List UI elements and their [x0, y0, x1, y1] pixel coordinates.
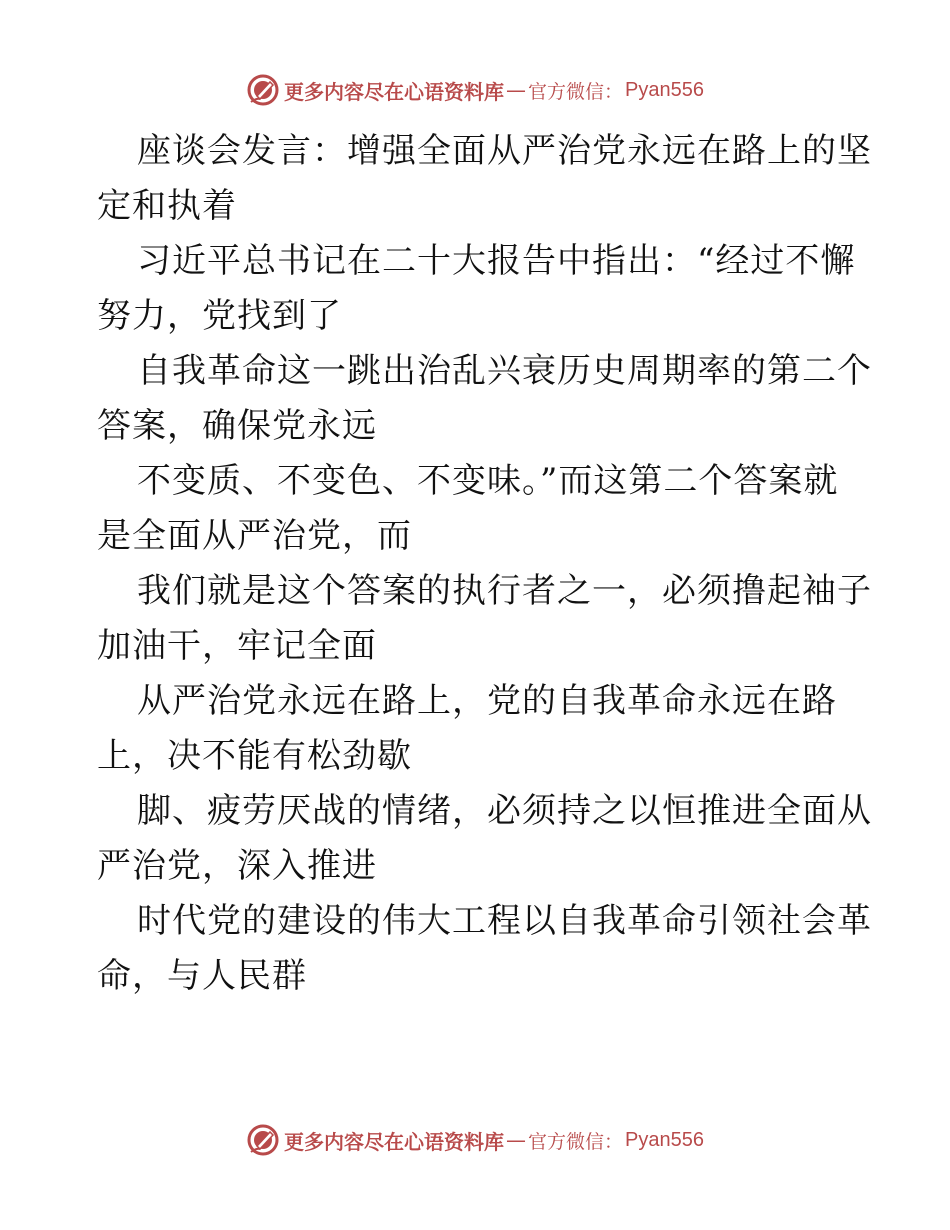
paragraph	[97, 454, 857, 564]
paragraph	[97, 564, 872, 674]
paragraph-first-line: 习近平总书记在二十大报告中指出：“经过不懈	[137, 241, 856, 281]
watermark-label: 官方微信：	[528, 1130, 624, 1153]
paragraph-continuation: 加油干，牢记全面	[97, 626, 377, 666]
watermark-wechat-id: Pyan556	[625, 78, 704, 101]
watermark-site-name: 更多内容尽在心语资料库	[284, 79, 504, 104]
paragraph-continuation: 是全面从严治党，而	[97, 516, 412, 556]
paragraph-continuation: 努力，党找到了	[97, 296, 342, 336]
paragraph-first-line: 自我革命这一跳出治乱兴衰历史周期率的第二个	[137, 351, 872, 391]
paragraph-continuation: 严治党，深入推进	[97, 846, 377, 886]
paragraph-first-line: 不变质、不变色、不变味。”而这第二个答案就	[137, 461, 839, 501]
pen-circle-logo-icon	[246, 1123, 280, 1157]
watermark-separator: —	[506, 78, 526, 102]
paragraph-first-line: 我们就是这个答案的执行者之一，必须撸起袖子	[137, 571, 872, 611]
paragraph	[97, 344, 872, 454]
paragraph	[97, 894, 872, 1004]
paragraph-first-line: 从严治党永远在路上，党的自我革命永远在路	[137, 681, 837, 721]
paragraph-first-line: 脚、疲劳厌战的情绪，必须持之以恒推进全面从	[137, 791, 872, 831]
header-watermark	[0, 70, 950, 110]
paragraph-continuation: 答案，确保党永远	[97, 406, 377, 446]
paragraph-first-line: 座谈会发言：增强全面从严治党永远在路上的坚	[137, 131, 872, 171]
paragraph-continuation: 上，决不能有松劲歇	[97, 736, 412, 776]
paragraph-first-line: 时代党的建设的伟大工程以自我革命引领社会革	[137, 901, 872, 941]
watermark-site-name: 更多内容尽在心语资料库	[284, 1129, 504, 1154]
watermark-wechat-id: Pyan556	[625, 1128, 704, 1151]
paragraph	[97, 784, 872, 894]
pen-circle-logo-icon	[246, 73, 280, 107]
paragraph	[97, 234, 857, 344]
paragraph	[97, 124, 872, 234]
paragraph-continuation: 命，与人民群	[97, 956, 307, 996]
paragraph-continuation: 定和执着	[97, 186, 237, 226]
document-body	[97, 124, 872, 1004]
watermark-label: 官方微信：	[528, 80, 624, 103]
watermark-separator: —	[506, 1128, 526, 1152]
footer-watermark	[0, 1120, 950, 1160]
paragraph	[97, 674, 857, 784]
